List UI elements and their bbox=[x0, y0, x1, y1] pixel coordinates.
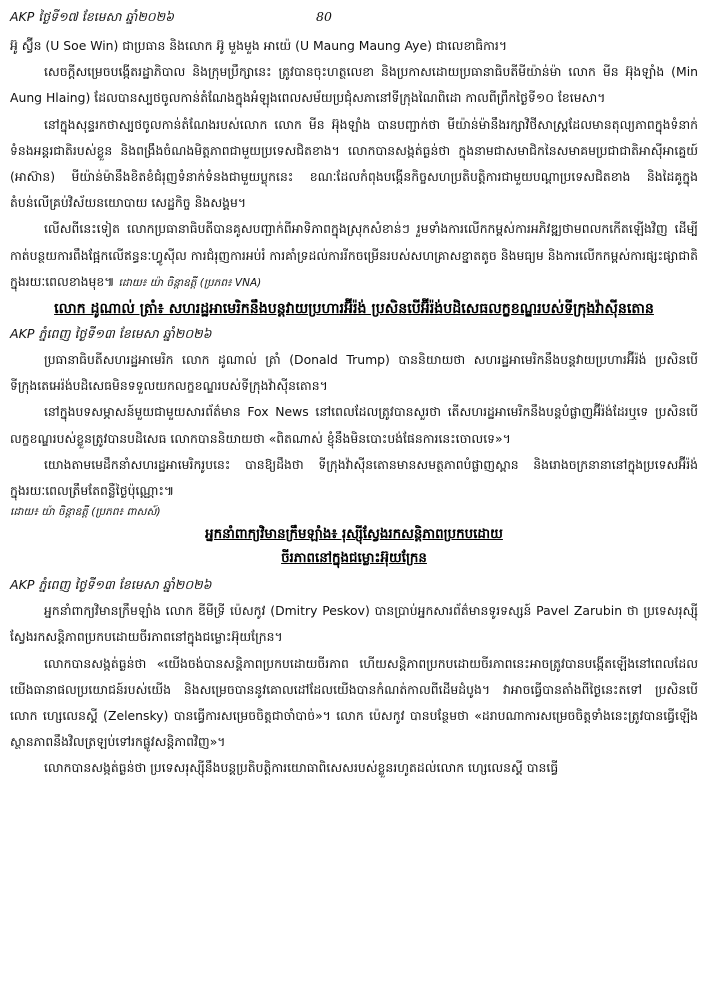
article-dateline: AKP ភ្នំពេញ ថ្ងៃទី១៣ ខែមេសា ឆ្នាំ២០២៦ bbox=[10, 577, 212, 593]
article-dateline: AKP ភ្នំពេញ ថ្ងៃទី១៣ ខែមេសា ឆ្នាំ២០២៦ bbox=[10, 326, 212, 342]
article-title bbox=[10, 523, 698, 571]
article-kremlin-peace bbox=[10, 523, 698, 781]
page-content bbox=[10, 33, 698, 782]
paragraph: ប្រធានាធិបតីសហរដ្ឋអាមេរិក លោក ដូណាល់ ត្រាំ (Donald Trump) បាននិយាយថា សហរដ្ឋអាមេរិកនឹងបន្តវាយប្រហារអ៊ីរ៉ង់ ប្រសិនបើទីក្រុងតេអេរ៉ង់បដិសេធមិនទទួលយកលក្ខខណ្ឌរបស់ទីក្រុងវ៉ាស៊ីនតោន។ bbox=[10, 352, 698, 394]
article-myanmar-government bbox=[10, 33, 698, 296]
paragraph: យោងតាមមេដឹកនាំសហរដ្ឋអាមេរិករូបនេះ បានឱ្យដឹងថា ទីក្រុងវ៉ាស៊ីនតោនមានសមត្ថភាពបំផ្លាញស្ពាន និងរោងចក្រនានានៅក្នុងប្រទេសអ៊ីរ៉ង់ក្នុងរយៈពេលត្រឹមតែពន្លឺថ្ងៃប៉ុណ្ណោះ៕ bbox=[10, 456, 698, 499]
running-header bbox=[10, 9, 610, 29]
header-date: AKP ថ្ងៃទី១៧ ខែមេសា ឆ្នាំ២០២៦ bbox=[10, 9, 174, 24]
article-source: ដោយ៖ យ៉ា ចិន្តាឧត្ដី (ប្រភព៖ VNA) bbox=[118, 276, 262, 289]
article-title: លោក ដូណាល់ ត្រាំ៖ សហរដ្ឋអាមេរិកនឹងបន្តវាយប្រហារអ៊ីរ៉ង់ ប្រសិនបើអ៊ីរ៉ង់បដិសេធលក្ខខណ្ឌរបស់ទីក្រុងវ៉ាស៊ីនតោន bbox=[54, 301, 654, 318]
paragraph: នៅក្នុងបទសម្ភាសន៍មួយជាមួយសារព័ត៌មាន Fox News នៅពេលដែលត្រូវបានសួរថា តើសហរដ្ឋអាមេរិកនឹងបន្តបំផ្លាញអ៊ីរ៉ង់ដែរឬទេ ប្រសិនបើលក្ខខណ្ឌរបស់ខ្លួនត្រូវបានបដិសេធ លោកបាននិយាយថា «ពិតណាស់ ខ្ញុំនឹងមិនបោះបង់ផែនការនេះចោលទេ»។ bbox=[10, 404, 698, 446]
page-number: 80 bbox=[316, 9, 332, 24]
paragraph: អ៊ូ ស្វ៊ីន (U Soe Win) ជាប្រធាន និងលោក អ៊ូ មួងមួង អាយ៉េ (U Maung Maung Aye) ជាលេខាធិការ។ bbox=[10, 38, 508, 53]
paragraph-text: លើសពីនេះទៀត លោកប្រធានាធិបតីបានគូសបញ្ជាក់ពីអាទិភាពក្នុងស្រុកសំខាន់ៗ រួមទាំងការលើកកម្ពស់ការអភិវឌ្ឍថាមពលកកើតឡើងវិញ ដើម្បីកាត់បន្ថយការពឹងផ្អែកលើឥន្ធនៈហ្វូស៊ីល ការជំរុញការអប់រំ ការគាំទ្រដល់ការរីកចម្រើនរបស់សហគ្រាសខ្នាតតូច និងមធ្យម និងការលើកកម្ពស់ការផ្សះផ្សាជាតិក្នុងរយៈពេលខាងមុខ៕ bbox=[10, 221, 698, 289]
article-title-line: ចីរភាពនៅក្នុងជម្លោះអ៊ុយក្រែន bbox=[281, 551, 427, 567]
paragraph: សេចក្ដីសម្រេចបង្កើតរដ្ឋាភិបាល និងក្រុមប្រឹក្សានេះ ត្រូវបានចុះហត្ថលេខា និងប្រកាសដោយប្រធានាធិបតីមីយ៉ាន់ម៉ា លោក មីន អ៊ុងឡាំង (Min Aung Hlaing) ដែលបានស្បថចូលកាន់តំណែងក្នុងអំឡុងពេលសម័យប្រជុំសភានៅទីក្រុងណៃពិដោ កាលពីព្រឹកថ្ងៃទី១០ ខែមេសា។ bbox=[10, 64, 698, 106]
article-source: ដោយ៖ យ៉ា ចិន្តាឧត្ដី (ប្រភព៖ ពាសស៍) bbox=[10, 506, 161, 519]
article-trump-iran bbox=[10, 298, 698, 521]
paragraph: នៅក្នុងសុន្ទរកថាស្បថចូលកាន់តំណែងរបស់លោក លោក មីន អ៊ុងឡាំង បានបញ្ជាក់ថា មីយ៉ាន់ម៉ានឹងរក្សាវិថីសាស្ត្រដែលមានតុល្យភាពក្នុងទំនាក់ទំនងអន្តរជាតិរបស់ខ្លួន និងពង្រឹងចំណងមិត្តភាពជាមួយប្រទេសជិតខាង។ លោកបានសង្កត់ធ្ងន់ថា ក្នុងនាមជាសមាជិកនៃសមាគមប្រជាជាតិអាស៊ីអាគ្នេយ៍ (អាស៊ាន) មីយ៉ាន់ម៉ានឹងខិតខំជំរុញទំនាក់ទំនងជាមួយប្លុកនេះ ខណៈដែលកំពុងបង្កើនកិច្ចសហប្រតិបត្តិការជាមួយបណ្ដាប្រទេសជិតខាង និងដៃគូក្នុងតំបន់លើគ្រប់វិស័យនយោបាយ សេដ្ឋកិច្ច និងសង្គម។ bbox=[10, 116, 698, 211]
article-title-line: អ្នកនាំពាក្យវិមានក្រឹមឡាំង៖ រុស្ស៊ីស្វែងរកសន្តិភាពប្រកបដោយ bbox=[205, 527, 503, 543]
paragraph: លោកបានសង្កត់ធ្ងន់ថា «យើងចង់បានសន្តិភាពប្រកបដោយចីរភាព ហើយសន្តិភាពប្រកបដោយចីរភាពនេះអាចត្រូវបានបង្កើតឡើងនៅពេលដែលយើងធានាផលប្រយោជន៍របស់យើង និងសម្រេចបាននូវគោលដៅដែលយើងបានកំណត់កាលពីដើមដំបូង។ វាអាចធ្វើបានតាំងពីថ្ងៃនេះតទៅ ប្រសិនបើលោក ហ្សេលេនស្គី (Zelensky) បានធ្វើការសម្រេចចិត្តជាចាំបាច់»។ លោក ប៉េសកូវ បានបន្ថែមថា «ដរាបណាការសម្រេចចិត្តទាំងនេះត្រូវបានធ្វើឡើង ស្ថានភាពនឹងវិលត្រឡប់ទៅរកផ្លូវសន្តិភាពវិញ»។ bbox=[10, 655, 698, 750]
paragraph bbox=[10, 216, 698, 296]
paragraph: លោកបានសង្កត់ធ្ងន់ថា ប្រទេសរុស្ស៊ីនឹងបន្តប្រតិបត្តិការយោធាពិសេសរបស់ខ្លួនរហូតដល់លោក ហ្សេលេនស្គី បានធ្វើ bbox=[44, 760, 559, 776]
paragraph: អ្នកនាំពាក្យវិមានក្រឹមឡាំង លោក ឌីមីទ្រី ប៉េសកូវ (Dmitry Peskov) បានប្រាប់អ្នកសារព័ត៌មានទូរទស្សន៍ Pavel Zarubin ថា ប្រទេសរុស្ស៊ីស្វែងរកសន្តិភាពប្រកបដោយចីរភាពនៅក្នុងជម្លោះអ៊ុយក្រែន។ bbox=[10, 603, 698, 645]
